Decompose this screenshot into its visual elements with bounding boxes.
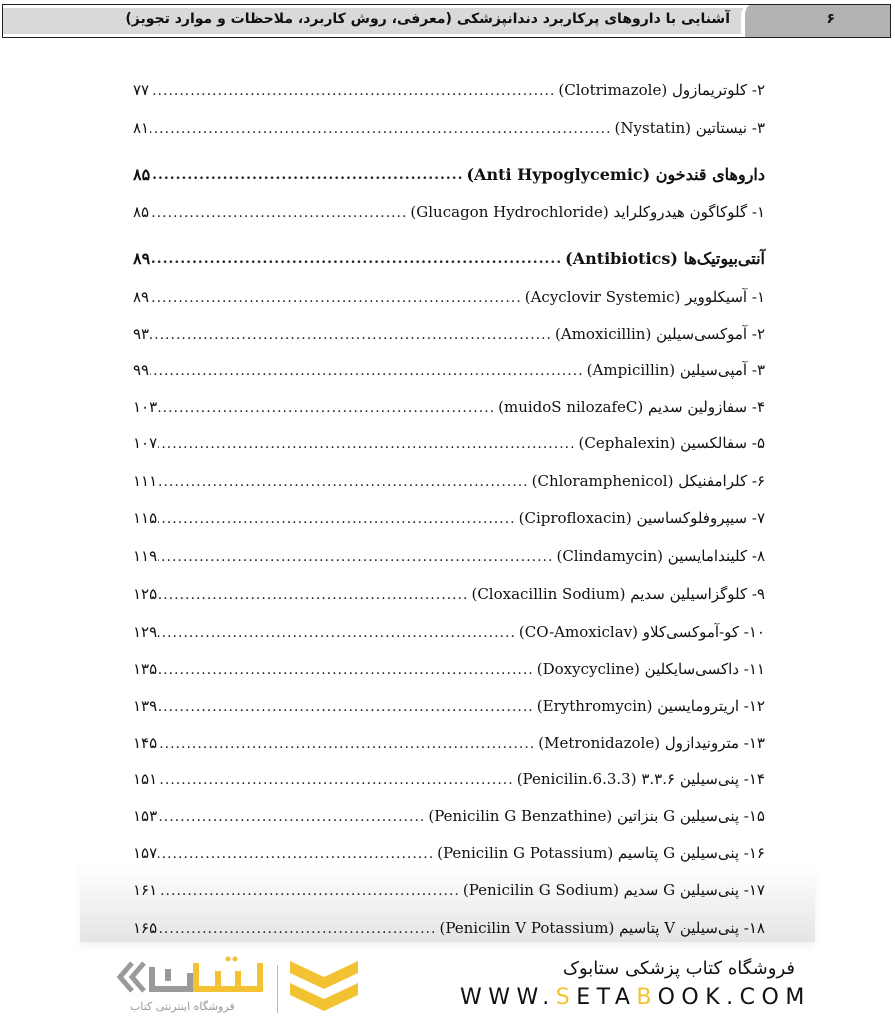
toc-entry-label: ۱۸- پنی‌سیلین V پتاسیم (Penicilin V Potassium) xyxy=(439,919,765,937)
dot-leader xyxy=(158,807,425,825)
toc-entry-label: ۶- کلرامفنیکل (Chloramphenicol) xyxy=(531,472,765,490)
toc-section-label: داروهای قندخون (Anti Hypoglycemic) xyxy=(466,164,765,184)
toc-entry-page: ۱۶۱ xyxy=(133,881,158,899)
dot-leader xyxy=(158,623,516,641)
dot-leader xyxy=(158,434,575,452)
toc-entry-label: ۲- کلوتریمازول (Clotrimazole) xyxy=(558,81,765,99)
dot-leader xyxy=(158,697,534,715)
toc-entry[interactable] xyxy=(133,357,765,383)
toc-entry-page: ۹۳ xyxy=(133,325,150,343)
toc-entry[interactable] xyxy=(133,505,765,531)
store-url-link[interactable] xyxy=(460,985,811,1010)
logo-divider xyxy=(277,965,278,1013)
dot-leader xyxy=(150,325,552,343)
toc-entry-label: ۱- گلوکاگون هیدروکلراید (Glucagon Hydrochloride) xyxy=(410,203,765,221)
toc-entry[interactable] xyxy=(133,581,765,607)
toc-entry[interactable] xyxy=(133,115,765,141)
toc-entry-label: ۱۴- پنی‌سیلین ۳.۳.۶ (Penicilin.6.3.3) xyxy=(516,770,765,788)
toc-entry[interactable] xyxy=(133,430,765,456)
dot-leader xyxy=(158,472,528,490)
toc-entry[interactable] xyxy=(133,284,765,310)
toc-entry-page: ۱۰۷ xyxy=(133,434,158,452)
toc-entry-label: ۵- سفالکسین (Cephalexin) xyxy=(578,434,765,452)
toc-entry[interactable] xyxy=(133,730,765,756)
url-part: WWW. xyxy=(460,985,556,1010)
toc-entry-label: ۱۲- اریترومایسین (Erythromycin) xyxy=(536,697,765,715)
toc-entry-page: ۱۳۵ xyxy=(133,660,158,678)
dot-leader xyxy=(150,288,522,306)
dot-leader xyxy=(151,165,463,183)
dot-leader xyxy=(158,770,514,788)
toc-entry-page: ۱۴۵ xyxy=(133,734,158,752)
store-name: فروشگاه کتاب پزشکی ستابوک xyxy=(562,958,795,979)
toc-entry-page: ۱۱۹ xyxy=(133,547,158,565)
toc-entry-label: ۸- کلیندامایسین (Clindamycin) xyxy=(556,547,765,565)
toc-entry-page: ۸۹ xyxy=(133,288,150,306)
dot-leader xyxy=(150,361,584,379)
toc-entry-label: ۳- آمپی‌سیلین (Ampicillin) xyxy=(586,361,765,379)
dot-leader xyxy=(158,509,515,527)
toc-entry-page: ۷۷ xyxy=(133,81,150,99)
dot-leader xyxy=(151,249,562,267)
toc-entry-page: ۱۵۷ xyxy=(133,844,158,862)
toc-entry[interactable] xyxy=(133,693,765,719)
toc-entry-page: ۸۱ xyxy=(133,119,150,137)
toc-entry-page: ۱۵۱ xyxy=(133,770,158,788)
toc-entry[interactable] xyxy=(133,766,765,792)
toc-entry[interactable] xyxy=(133,77,765,103)
dot-leader xyxy=(158,844,434,862)
page-number: ۶ xyxy=(826,11,835,27)
toc-entry-page: ۱۵۳ xyxy=(133,807,158,825)
toc-section-heading[interactable] xyxy=(133,161,765,187)
toc-entry-page: ۹۹ xyxy=(133,361,150,379)
dot-leader xyxy=(158,585,468,603)
toc-section-label: آنتی‌بیوتیک‌ها (Antibiotics) xyxy=(565,248,765,268)
dot-leader xyxy=(158,398,495,416)
url-part: OOK.COM xyxy=(657,985,811,1010)
dot-leader xyxy=(158,547,553,565)
book-title: آشنایی با داروهای پرکاربرد دندانپزشکی (معرفی، روش کاربرد، ملاحظات و موارد تجویز) xyxy=(125,11,730,27)
dot-leader xyxy=(158,660,534,678)
dot-leader xyxy=(158,881,460,899)
toc-entry[interactable] xyxy=(133,656,765,682)
toc-entry[interactable] xyxy=(133,877,765,903)
url-part-highlight: B xyxy=(636,985,658,1010)
toc-entry[interactable] xyxy=(133,394,765,420)
toc-entry-label: ۱۱- داکسی‌سایکلین (Doxycycline) xyxy=(536,660,765,678)
toc-entry-label: ۱۰- کو-آموکسی‌کلاو (CO-Amoxiclav) xyxy=(518,623,765,641)
toc-entry-page: ۱۶۵ xyxy=(133,919,158,937)
dot-leader xyxy=(150,203,407,221)
toc-entry[interactable] xyxy=(133,915,765,941)
toc-entry-page: ۱۰۳ xyxy=(133,398,158,416)
url-part: ETA xyxy=(576,985,637,1010)
toc-entry[interactable] xyxy=(133,468,765,494)
page-number-tab xyxy=(741,5,890,37)
dot-leader xyxy=(150,119,611,137)
toc-entry[interactable] xyxy=(133,840,765,866)
toc-entry-page: ۱۳۹ xyxy=(133,697,158,715)
toc-entry-label: ۱- آسیکلوویر (Acyclovir Systemic) xyxy=(524,288,765,306)
toc-entry-label: ۱۵- پنی‌سیلین G بنزاتین (Penicilin G Benzathine) xyxy=(428,807,765,825)
toc-entry-page: ۱۲۵ xyxy=(133,585,158,603)
running-header xyxy=(2,4,891,38)
toc-section-page: ۸۹ xyxy=(133,248,151,268)
url-part-highlight: S xyxy=(555,985,577,1010)
toc-entry-page: ۱۲۹ xyxy=(133,623,158,641)
dot-leader xyxy=(158,919,436,937)
toc-entry-page: ۱۱۵ xyxy=(133,509,158,527)
dot-leader xyxy=(150,81,555,99)
toc-entry-label: ۳- نیستاتین (Nystatin) xyxy=(614,119,765,137)
toc-section-page: ۸۵ xyxy=(133,164,151,184)
dot-leader xyxy=(158,734,535,752)
toc-entry-label: ۷- سیپروفلوکساسین (Ciprofloxacin) xyxy=(518,509,765,527)
toc-entry[interactable] xyxy=(133,321,765,347)
toc-entry-page: ۱۱۱ xyxy=(133,472,158,490)
toc-entry-label: ۱۶- پنی‌سیلین G پتاسیم (Penicilin G Potassium) xyxy=(437,844,765,862)
toc-entry[interactable] xyxy=(133,803,765,829)
toc-entry-page: ۸۵ xyxy=(133,203,150,221)
toc-entry[interactable] xyxy=(133,619,765,645)
toc-entry[interactable] xyxy=(133,199,765,225)
toc-entry-label: ۱۷- پنی‌سیلین G سدیم (Penicilin G Sodium) xyxy=(462,881,765,899)
toc-entry-label: ۴- سفازولین سدیم (muidoS nilozafeC) xyxy=(498,398,765,416)
toc-entry-label: ۹- کلوگزاسیلین سدیم (Cloxacillin Sodium) xyxy=(471,585,765,603)
toc-entry[interactable] xyxy=(133,543,765,569)
toc-entry-label: ۱۳- مترونیدازول (Metronidazole) xyxy=(538,734,765,752)
toc-entry-label: ۲- آموکسی‌سیلین (Amoxicillin) xyxy=(555,325,765,343)
logo-tagline: فروشگاه اینترنتی کتاب xyxy=(130,1000,235,1013)
toc-section-heading[interactable] xyxy=(133,245,765,271)
